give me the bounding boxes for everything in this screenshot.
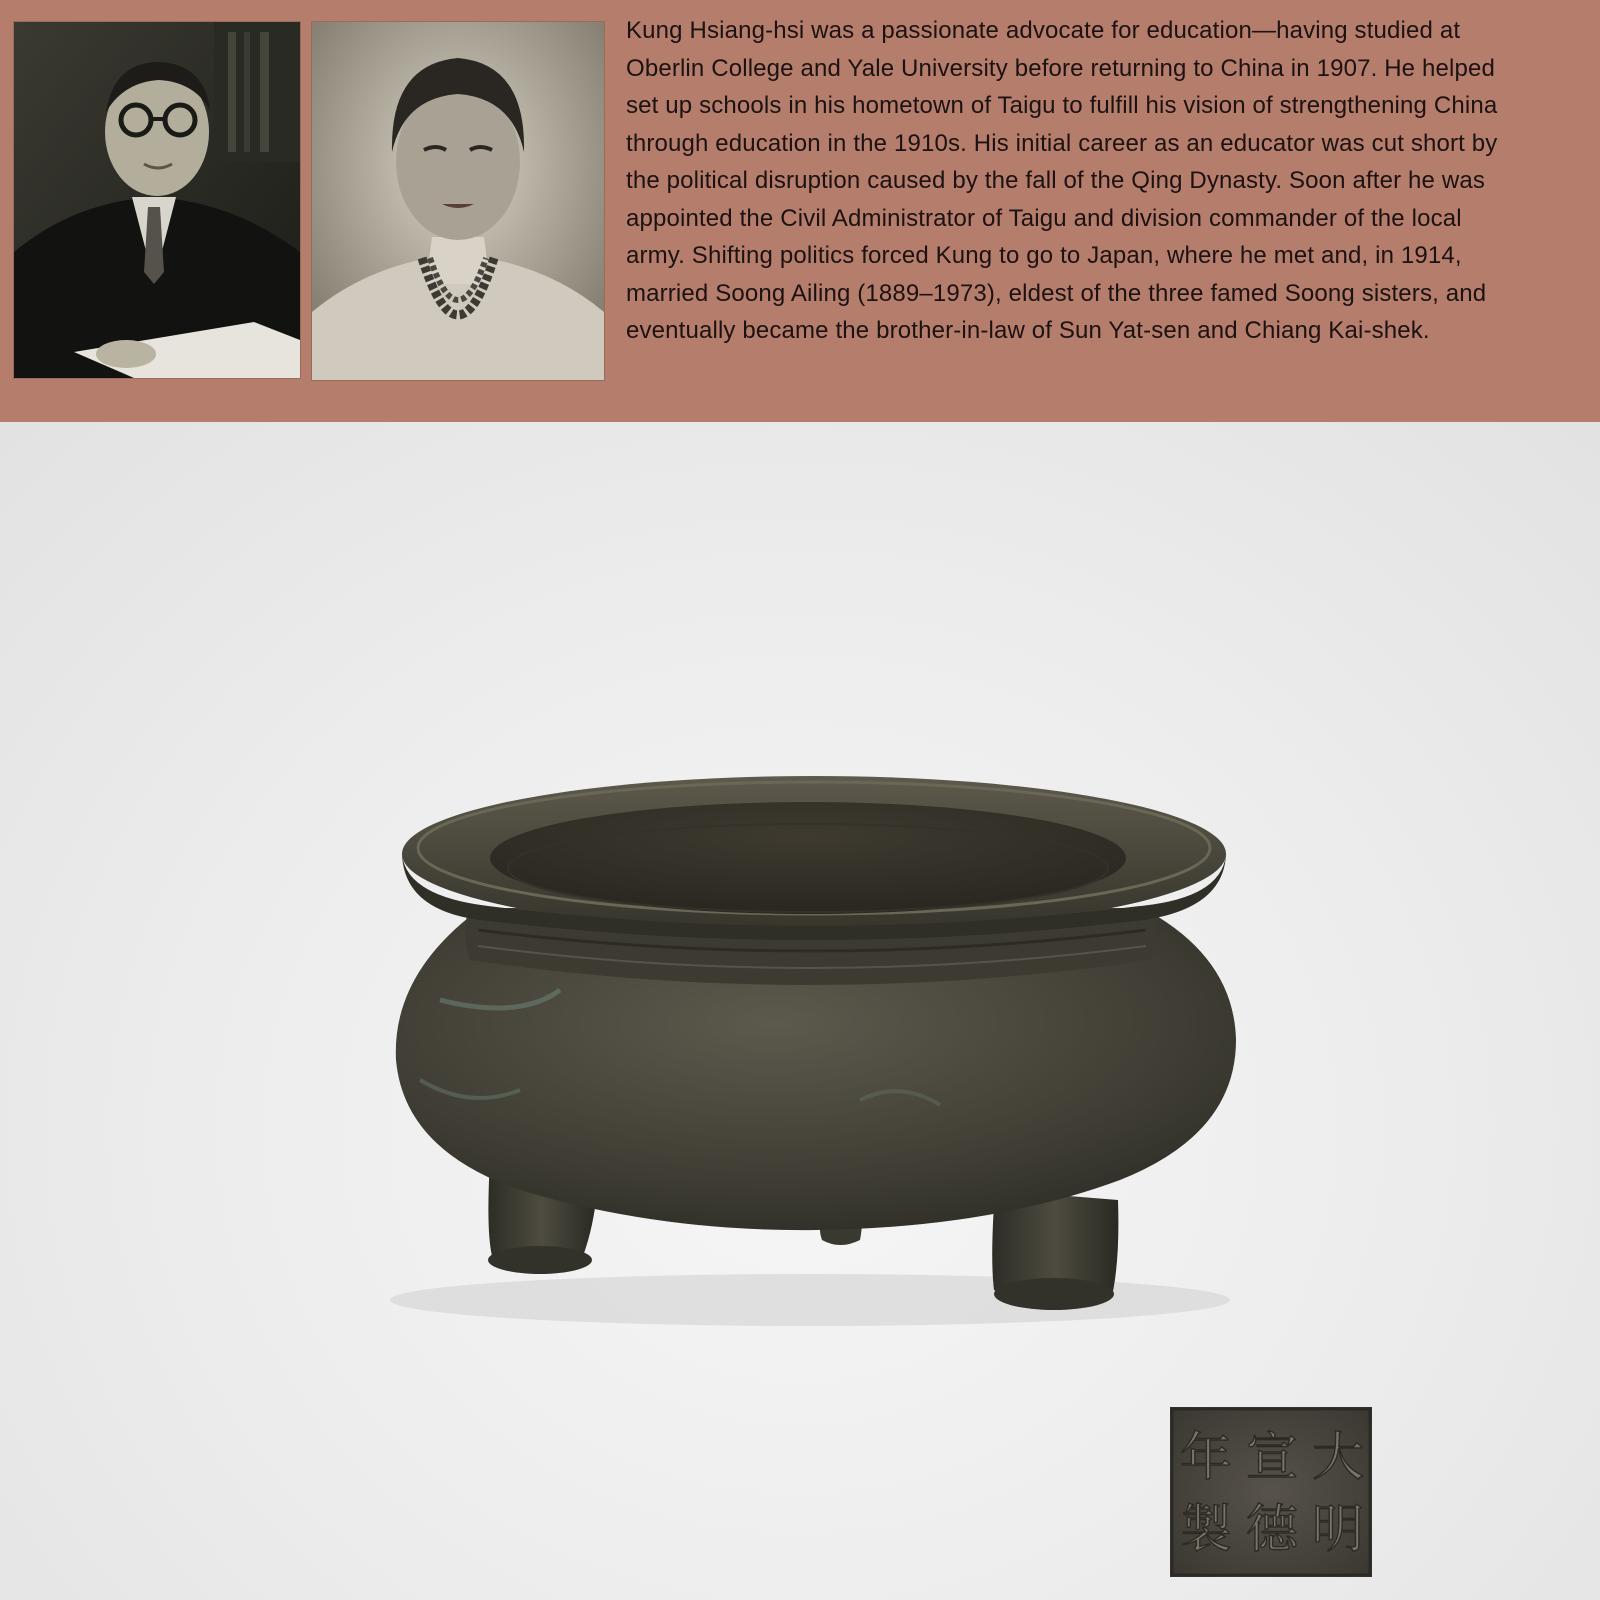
portrait-photo-kung-hsiang-hsi bbox=[14, 22, 300, 378]
svg-text:製: 製 bbox=[1179, 1500, 1233, 1560]
xuande-reign-mark-photo bbox=[1170, 1407, 1372, 1577]
portrait-photo-soong-ailing bbox=[312, 22, 604, 380]
biography-banner bbox=[0, 0, 1600, 422]
biography-text: Kung Hsiang-hsi was a passionate advocate for education—having studied at Oberlin College and Yale University before returning to China in 1907. He helped set up schools in his hometown of Taigu to fulfill his vision of strengthening China through education in the 1910s. His initial career as an educator was cut short by the political disruption caused by the fall of the Qing Dynasty. Soon after he was appointed the Civil Administrator of Taigu and division commander of the local army. Shifting politics forced Kung to go to Japan, where he met and, in 1914, married Soong Ailing (1889–1973), eldest of the three famed Soong sisters, and eventually became the brother-in-law of Sun Yat-sen and Chiang Kai-shek. bbox=[626, 17, 1498, 344]
svg-text:明: 明 bbox=[1311, 1500, 1365, 1560]
svg-text:大: 大 bbox=[1311, 1428, 1365, 1488]
svg-text:德: 德 bbox=[1245, 1500, 1299, 1560]
svg-text:年: 年 bbox=[1179, 1428, 1233, 1488]
svg-text:宣: 宣 bbox=[1245, 1428, 1299, 1488]
